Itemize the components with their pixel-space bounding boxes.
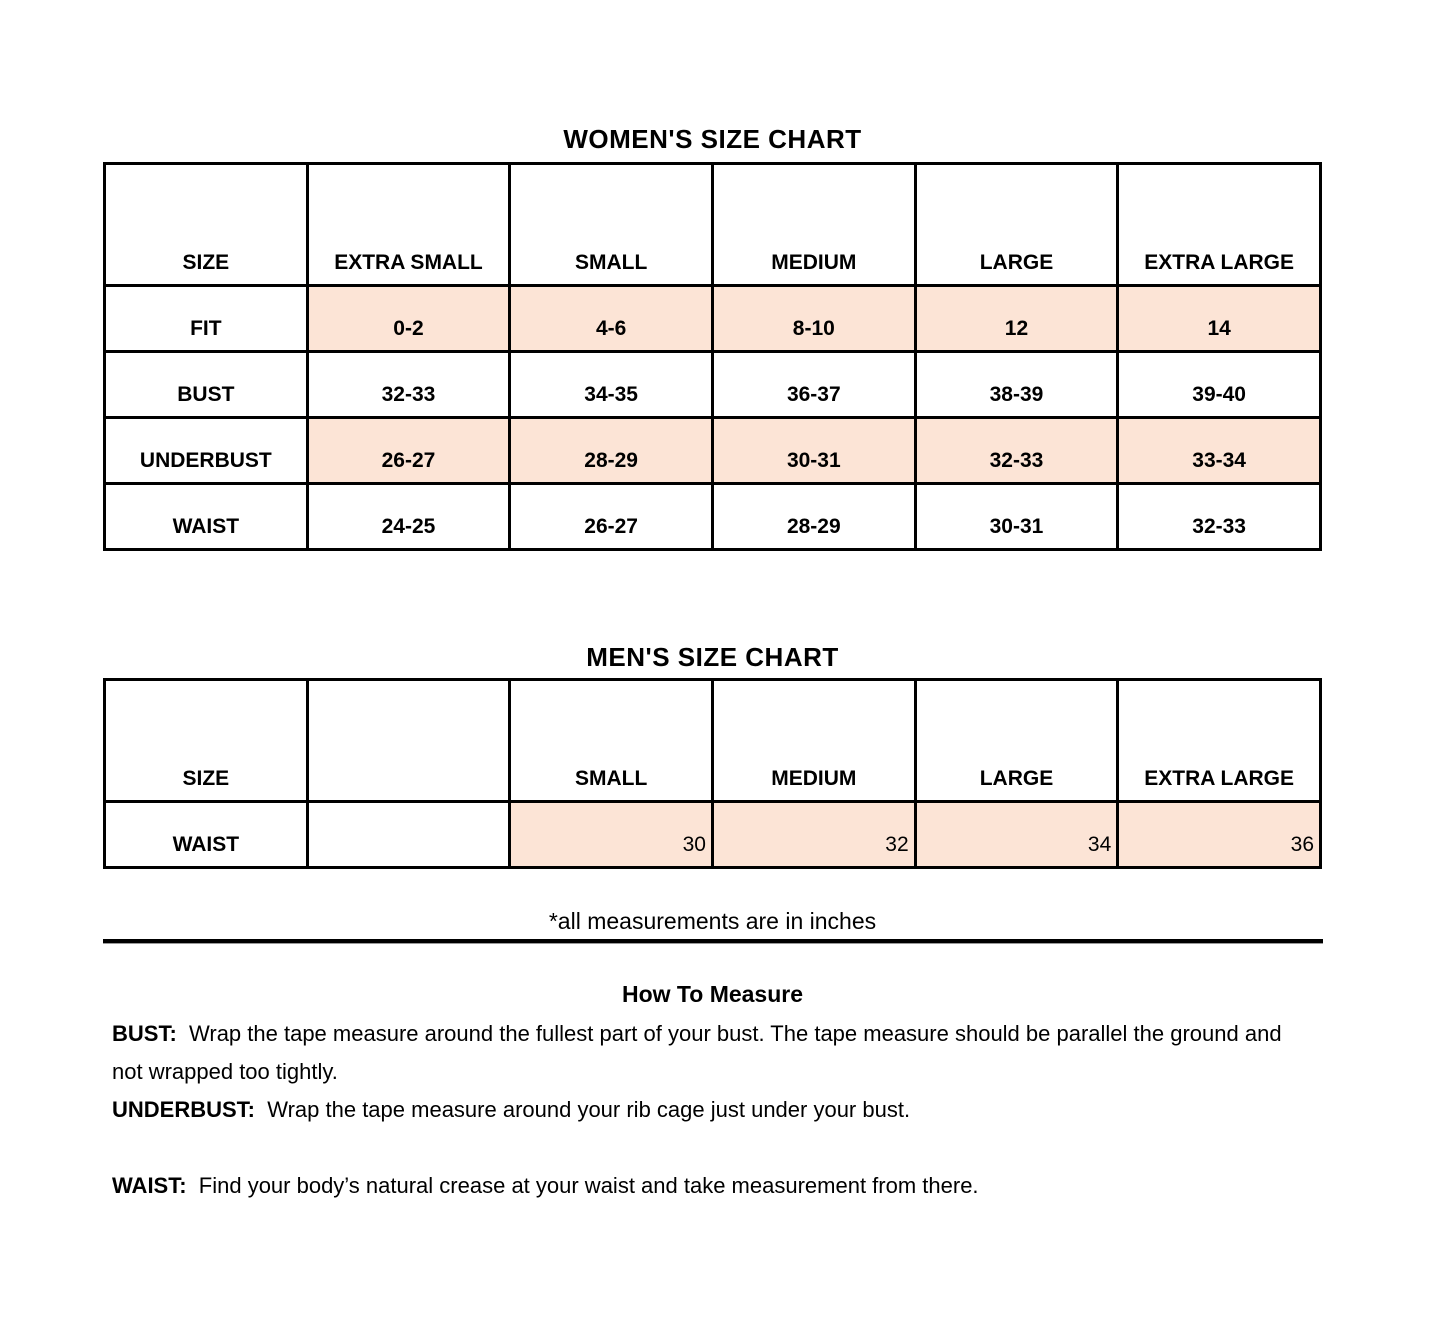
- value-cell: 0-2: [307, 286, 510, 352]
- instruction-text: Wrap the tape measure around the fullest part of your bust. The tape measure should be parallel the ground and not wrapped too tightly.: [112, 1021, 1282, 1084]
- column-header: EXTRA SMALL: [307, 164, 510, 286]
- measure-instructions: [112, 1015, 1297, 1205]
- table-row: [105, 802, 1321, 868]
- table-row: [105, 352, 1321, 418]
- value-cell: 26-27: [307, 418, 510, 484]
- column-header: SMALL: [510, 164, 713, 286]
- value-cell: 32-33: [915, 418, 1118, 484]
- women-size-table: [103, 162, 1322, 551]
- value-cell: 30-31: [915, 484, 1118, 550]
- column-header: EXTRA LARGE: [1118, 164, 1321, 286]
- value-cell: 28-29: [510, 418, 713, 484]
- table-row: [105, 418, 1321, 484]
- measure-instruction: [112, 1167, 1297, 1205]
- column-header: SMALL: [510, 680, 713, 802]
- column-header: SIZE: [105, 680, 308, 802]
- row-label: UNDERBUST: [105, 418, 308, 484]
- value-cell: 14: [1118, 286, 1321, 352]
- row-label: FIT: [105, 286, 308, 352]
- measurements-footnote: *all measurements are in inches: [548, 908, 877, 934]
- divider-rule: [103, 939, 1323, 944]
- value-cell: 24-25: [307, 484, 510, 550]
- value-cell: 38-39: [915, 352, 1118, 418]
- women-header-row: [105, 164, 1321, 286]
- instruction-label: BUST:: [112, 1021, 177, 1046]
- instruction-text: Find your body’s natural crease at your waist and take measurement from there.: [186, 1173, 979, 1198]
- column-header: MEDIUM: [712, 164, 915, 286]
- men-header-row: [105, 680, 1321, 802]
- men-chart-title: MEN'S SIZE CHART: [586, 642, 839, 672]
- value-cell: [307, 802, 510, 868]
- column-header: EXTRA LARGE: [1118, 680, 1321, 802]
- row-label: WAIST: [105, 484, 308, 550]
- value-cell: 32-33: [1118, 484, 1321, 550]
- measure-instruction: [112, 1091, 1297, 1129]
- value-cell: 30: [510, 802, 713, 868]
- value-cell: 36: [1118, 802, 1321, 868]
- table-row: [105, 286, 1321, 352]
- instruction-text: Wrap the tape measure around your rib cage just under your bust.: [255, 1097, 911, 1122]
- table-row: [105, 484, 1321, 550]
- how-to-measure-heading: How To Measure: [621, 981, 804, 1007]
- column-header: LARGE: [915, 164, 1118, 286]
- value-cell: 36-37: [712, 352, 915, 418]
- value-cell: 12: [915, 286, 1118, 352]
- value-cell: 32-33: [307, 352, 510, 418]
- value-cell: 26-27: [510, 484, 713, 550]
- column-header: [307, 680, 510, 802]
- value-cell: 39-40: [1118, 352, 1321, 418]
- row-label: WAIST: [105, 802, 308, 868]
- women-chart-title: WOMEN'S SIZE CHART: [563, 124, 862, 154]
- column-header: MEDIUM: [712, 680, 915, 802]
- instruction-label: UNDERBUST:: [112, 1097, 255, 1122]
- column-header: LARGE: [915, 680, 1118, 802]
- men-size-table: [103, 678, 1322, 869]
- instruction-label: WAIST:: [112, 1173, 187, 1198]
- value-cell: 32: [712, 802, 915, 868]
- value-cell: 8-10: [712, 286, 915, 352]
- value-cell: 34-35: [510, 352, 713, 418]
- measure-instruction: [112, 1015, 1297, 1091]
- value-cell: 30-31: [712, 418, 915, 484]
- value-cell: 33-34: [1118, 418, 1321, 484]
- value-cell: 28-29: [712, 484, 915, 550]
- row-label: BUST: [105, 352, 308, 418]
- value-cell: 34: [915, 802, 1118, 868]
- column-header: SIZE: [105, 164, 308, 286]
- value-cell: 4-6: [510, 286, 713, 352]
